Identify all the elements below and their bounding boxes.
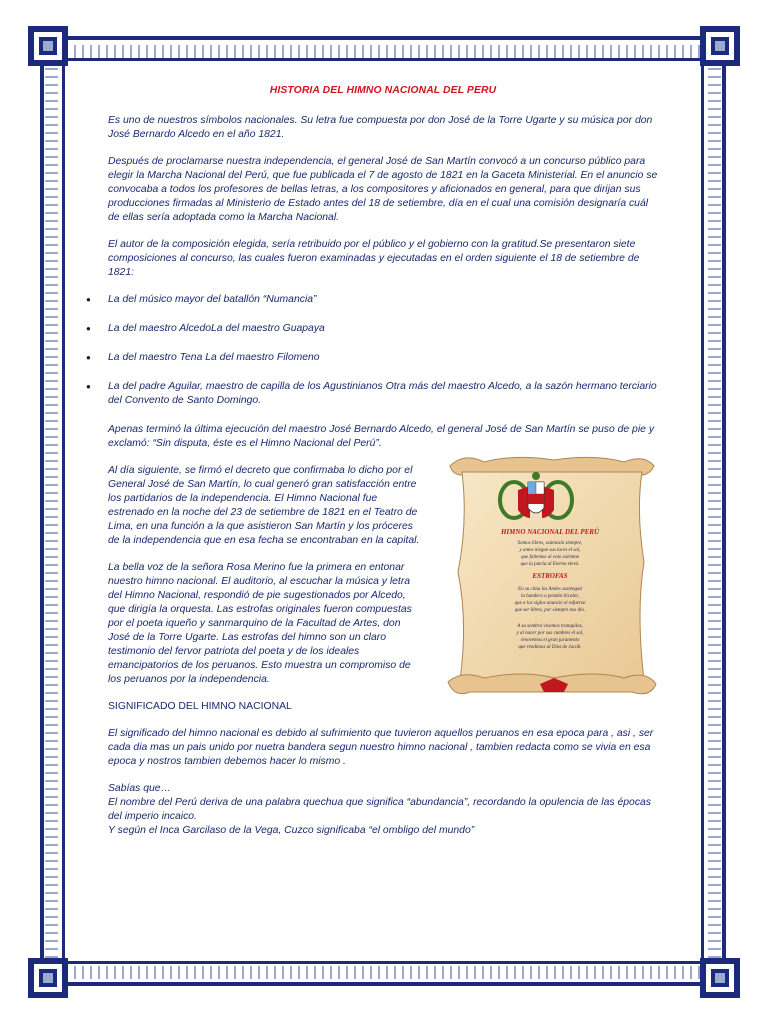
sabias-que-label: Sabías que… — [108, 783, 171, 794]
scroll-line: que ser libres, por siempre nos dio. — [514, 608, 586, 613]
scroll-estrofas-label: ESTROFAS — [532, 572, 568, 580]
scroll-line: que la patria al Eterno elevó. — [520, 562, 580, 567]
scroll-line: la bandera o pendón bicolor, — [521, 594, 579, 599]
border-band-top — [60, 45, 706, 58]
scroll-line: que faltemos al voto solemne — [520, 555, 580, 560]
sabias-que-peru: El nombre del Perú deriva de una palabra quechua que significa “abundancia”, recordando la opulencia de las épocas del imperio incaico. — [108, 797, 651, 822]
paragraph-premiere: Al día siguiente, se firmó el decreto que confirmaba lo dicho por el General José de San Martín, lo cual generó gran satisfacción entre los partidarios de la independencia. El Himno Nacional fue estrenado en la noche del 23 de setiembre de 1821 en el Teatro de Lima, en una función a la que asistieron San Martín y los próceres de la independencia que en esa fecha se encontraban en la capital. — [108, 465, 420, 546]
border-band-left — [45, 60, 58, 964]
scroll-line: renovemos el gran juramento — [520, 638, 580, 643]
scroll-line: y antes niegue sus luces el sol, — [519, 548, 581, 553]
paragraph-intro: Es uno de nuestros símbolos nacionales. Su letra fue compuesta por don José de la Torre Ugarte y su música por don José Bernardo Alcedo en el año 1821. — [108, 115, 653, 140]
sabias-que-cuzco: Y según el Inca Garcilaso de la Vega, Cuzco significaba “el ombligo del mundo” — [108, 825, 475, 836]
paragraph-rosa-merino: La bella voz de la señora Rosa Merino fue la primera en entonar nuestro himno nacional. El auditorio, al escuchar la música y letra del Himno Nacional, respondió de pie sugestionados por Alcedo, que dirigía la orquesta. Las estrofas originales fueron compuestas por el poeta iqueño y sanmarquino de la Facultad de Artes, don José de la Torre Ugarte. Las estrofas del himno son un claro testimonio del fervor patriota del poeta y de los ideales emancipatorios de los peruanos. Esto muestra un compromiso de los peruanos por la independencia. — [108, 562, 412, 685]
section-heading-significado: SIGNIFICADO DEL HIMNO NACIONAL — [108, 701, 292, 712]
paragraph-exclamation: Apenas terminó la última ejecución del maestro José Bernardo Alcedo, el general José de San Martín se puso de pie y exclamó: “Sin disputa, éste es el Himno Nacional del Perú”. — [108, 424, 655, 449]
corner-ornament-bottom-right — [700, 958, 740, 998]
compositions-list — [108, 293, 658, 408]
border-band-right — [708, 60, 721, 964]
scroll-line: que rendimos al Dios de Jacob. — [518, 645, 582, 650]
list-item: ● La del músico mayor del batallón “Numancia” — [108, 293, 658, 307]
scroll-line: A su sombra vivamos tranquilos, — [517, 624, 583, 629]
paragraph-compositions: El autor de la composición elegida, sería retribuido por el público y el gobierno con la gratitud.Se presentaron siete composiciones al concurso, las cuales fueron examinadas y ejecutadas en el orden siguiente el 18 de setiembre de 1821: — [108, 239, 640, 278]
corner-ornament-top-right — [700, 26, 740, 66]
scroll-line: En su cima los Andes sostengan — [518, 587, 582, 592]
border-band-bottom — [60, 966, 706, 979]
paragraph-significado: El significado del himno nacional es debido al sufrimiento que tuvieron aquellos peruanos en esa epoca para , asi , ser cada dia mas un pais unido por nuetra bandera segun nuestro himno nacional , tambien redacta como se vivia en esa epoca y nostros tambien debemos hacer lo mismo . — [108, 728, 654, 767]
page-title: HISTORIA DEL HIMNO NACIONAL DEL PERU — [269, 85, 497, 96]
paragraph-contest: Después de proclamarse nuestra independencia, el general José de San Martín convocó a un concurso público para elegir la Marcha Nacional del Perú, que fue publicada el 7 de agosto de 1821 en la Gaceta Ministerial. En el anuncio se convocaba a todos los profesores de bellas letras, a los compositores y aficionados en general, para que dirijan sus producciones firmadas al Ministerio de Estado antes del 18 de setiembre, día en el cual una comisión designaría cuál de ellas sería adoptada como la Marcha Nacional. — [108, 156, 658, 223]
anthem-scroll-image — [444, 452, 658, 702]
paragraph-sabias-que — [108, 782, 658, 838]
corner-ornament-bottom-left — [28, 958, 68, 998]
scroll-heading: HIMNO NACIONAL DEL PERÚ — [500, 528, 600, 536]
scroll-line: y al nacer por sus cumbres el sol, — [516, 631, 584, 636]
list-item: ● La del maestro AlcedoLa del maestro Guapaya — [108, 322, 658, 336]
list-item: ● La del maestro Tena La del maestro Filomeno — [108, 351, 658, 365]
scroll-line: Somos libres, seámoslo siempre, — [517, 541, 583, 546]
scroll-line: que a los siglos anuncie el esfuerzo — [514, 601, 586, 606]
corner-ornament-top-left — [28, 26, 68, 66]
list-item: ● La del padre Aguilar, maestro de capilla de los Agustinianos Otra más del maestro Alcedo, a la sazón hermano terciario del Convento de Santo Domingo. — [108, 380, 658, 408]
